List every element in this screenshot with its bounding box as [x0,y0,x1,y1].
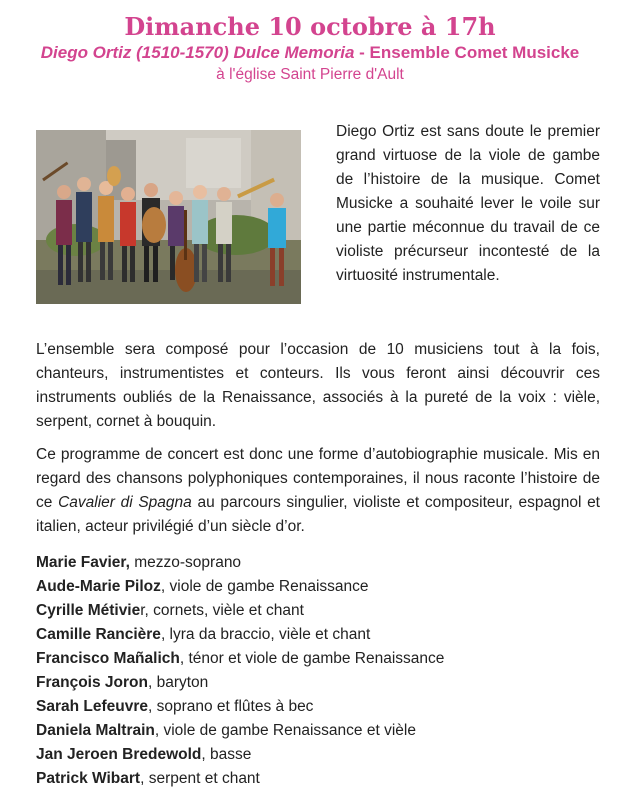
cast-role: , baryton [147,674,209,691]
cast-name: Sarah Lefeuvre [36,698,148,715]
program-title: Diego Ortiz (1510-1570) Dulce Memoria [40,43,355,62]
intro-paragraph: Diego Ortiz est sans doute le premier grand virtuose de la viole de gambe de l’histoire de la musique. Comet Musicke a souhaité lever le voile sur une partie méconnue du travail de ce violiste précurseur incontesté de la virtuosité instrumentale. [336,123,600,284]
cast-item [36,647,600,671]
cast-role: , soprano et flûtes à bec [148,698,314,715]
intro-section [36,120,600,316]
concert-place: à l'église Saint Pierre d'Ault [216,66,404,83]
cast-item [36,719,600,743]
paragraph-program [36,443,600,539]
concert-header [20,0,600,86]
cast-role: , lyra da braccio, vièle et chant [160,626,371,643]
cast-role: , basse [201,746,252,763]
program-ensemble: - Ensemble Comet Musicke [354,43,580,62]
ensemble-photo-image [36,130,301,304]
concert-program [20,42,600,64]
cast-item [36,743,600,767]
cast-name: Marie Favier, [36,554,130,571]
cast-role: , viole de gambe Renaissance [160,578,369,595]
paragraph-ensemble: L’ensemble sera composé pour l’occasion de 10 musiciens tout à la fois, chanteurs, instrumentistes et conteurs. Ils vous feront ainsi découvrir ces instruments oubliés de la Renaissance, associés à la pureté de la voix : vièle, serpent, cornet à bouquin. [36,341,600,430]
cast-name: Patrick Wibart [36,770,141,787]
program-text-after: au parcours singulier, violiste et compositeur, espagnol et italien, acteur privilégié d’un siècle d’or. [36,494,600,535]
cast-name: Daniela Maltrain [36,722,155,739]
program-text-italic: Cavalier di Spagna [58,494,192,511]
cast-item [36,767,600,791]
cast-name: Aude-Marie Piloz [36,578,161,595]
cast-item [36,671,600,695]
cast-role: , serpent et chant [140,770,260,787]
program-text-before: Ce programme de concert est donc une forme d’autobiographie musicale. Mis en regard des chansons polyphoniques contemporaines, il nous raconte l’histoire de ce [36,446,600,511]
cast-role: , viole de gambe Renaissance et vièle [154,722,416,739]
cast-item [36,575,600,599]
cast-name: Jan Jeroen Bredewold [36,746,202,763]
cast-list [36,551,600,791]
cast-item [36,623,600,647]
cast-name: Camille Rancière [36,626,161,643]
concert-date: Dimanche 10 octobre à 17h [124,12,496,41]
cast-item [36,551,600,575]
cast-item [36,599,600,623]
cast-role: , ténor et viole de gambe Renaissance [179,650,445,667]
cast-name: François Joron [36,674,148,691]
ensemble-photo [36,130,301,304]
cast-name: Francisco Mañalich [36,650,180,667]
cast-role: r, cornets, vièle et chant [140,602,304,619]
cast-role: mezzo-soprano [129,554,242,571]
cast-item [36,695,600,719]
cast-name: Cyrille Métivie [36,602,141,619]
